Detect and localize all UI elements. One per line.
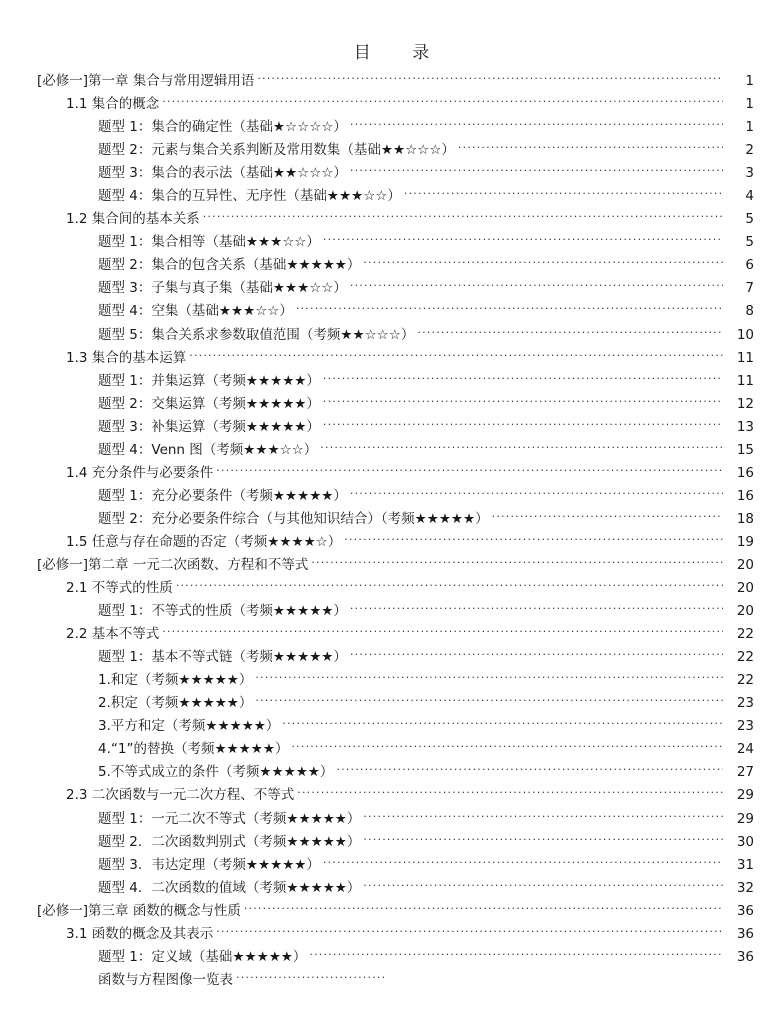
toc-page-number: 20 [736,603,754,620]
dot-leader [350,477,723,500]
toc-page-number: 29 [736,787,754,804]
toc-page-number: 6 [745,257,754,274]
toc-page-number: 1 [745,119,754,136]
toc-entry-text: 题型 3．韦达定理（考频★★★★★） [98,856,320,873]
toc-page-number: 5 [745,211,754,228]
toc-page-number: 11 [736,349,754,366]
toc-page-number: 1 [745,73,754,89]
dot-leader [336,753,723,776]
toc-page-number: 16 [736,464,754,481]
toc-entry-text: 题型 2：交集运算（考频★★★★★） [98,395,320,412]
toc-entry-text: 函数与方程图像一览表 [98,971,233,988]
toc-entry-text: 题型 4：Venn 图（考频★★★☆☆） [98,441,318,458]
dot-leader [350,154,723,177]
toc-page-number: 24 [736,741,754,758]
dot-leader [296,292,723,315]
toc-entry-text: 题型 1：集合的确定性（基础★☆☆☆☆） [98,119,347,136]
toc-entry-text: 2.2 基本不等式 [66,626,160,643]
toc-page-number: 23 [736,718,754,735]
dot-leader [363,823,723,846]
toc-page-number: 31 [736,856,754,873]
toc-page-number: 13 [736,418,754,435]
toc-page-number: 5 [745,234,754,251]
toc-page-number: 20 [736,580,754,597]
dot-leader [309,938,723,961]
toc-entry-text: 3.1 函数的概念及其表示 [66,925,214,942]
dot-leader [162,85,723,108]
toc-page-number: 32 [736,879,754,896]
toc-entry-text: 2.积定（考频★★★★★） [98,695,253,712]
dot-leader [350,592,723,615]
toc-entry-text: 5.不等式成立的条件（考频★★★★★） [98,764,334,781]
toc-page-number: 22 [736,649,754,666]
dot-leader [255,661,723,684]
toc-page-number: 22 [736,626,754,643]
dot-leader [458,131,723,154]
dot-leader [203,200,723,223]
toc-entry-text: 题型 2：充分必要条件综合（与其他知识结合）（考频★★★★★） [98,510,489,527]
toc-page-number: 12 [736,395,754,412]
toc-entry-text: [必修一]第二章 一元二次函数、方程和不等式 [37,556,309,573]
dot-leader [344,523,723,546]
toc-entry-text: 1.3 集合的基本运算 [66,349,187,366]
toc-entry-text: 题型 4．二次函数的值域（考频★★★★★） [98,879,361,896]
toc-title: 目 录 [353,43,448,63]
dot-leader [350,269,723,292]
toc-entry-text: 1.和定（考频★★★★★） [98,672,253,689]
toc-entry-text: 题型 4：集合的互异性、无序性（基础★★★☆☆） [98,188,401,205]
dot-leader [323,385,723,408]
dot-leader [255,684,723,707]
dot-leader [417,316,723,339]
dot-leader [282,707,723,730]
toc-page-number: 1 [745,96,754,113]
toc-entry-text: 1.5 任意与存在命题的否定（考频★★★★☆） [66,533,342,550]
toc-page-number: 36 [736,925,754,942]
dot-leader [323,223,723,246]
toc-entry-text: 题型 4：空集（基础★★★☆☆） [98,303,293,320]
toc-entry-text: 题型 1：充分必要条件（考频★★★★★） [98,487,347,504]
toc-entry-text: 题型 3：子集与真子集（基础★★★☆☆） [98,280,347,297]
dot-leader [323,846,723,869]
toc-page-number: 19 [736,533,754,550]
toc-entry-text: 题型 2．二次函数判别式（考频★★★★★） [98,833,361,850]
toc-page-number: 27 [736,764,754,781]
dot-leader [350,638,723,661]
toc-page-number: 11 [736,372,754,389]
dot-leader [244,892,723,915]
toc-page-number: 4 [745,188,754,205]
toc-entry-text: 题型 1：不等式的性质（考频★★★★★） [98,603,347,620]
dot-leader [492,500,723,523]
toc-entry-text: 1.4 充分条件与必要条件 [66,464,214,481]
toc-page-number: 23 [736,695,754,712]
toc-entry-text: 题型 3：集合的表示法（基础★★☆☆☆） [98,165,347,182]
toc-entry-text: 题型 2：元素与集合关系判断及常用数集（基础★★☆☆☆） [98,142,455,159]
toc-page-number: 8 [745,303,754,320]
toc-entry-text: 题型 3：补集运算（考频★★★★★） [98,418,320,435]
toc-page-number: 36 [736,948,754,965]
toc-entry-text: 1.1 集合的概念 [66,96,160,113]
toc-entry-text: 题型 1：并集运算（考频★★★★★） [98,372,320,389]
toc-chapter-link[interactable] [0,62,783,89]
toc-entry-text: 1.2 集合间的基本关系 [66,211,200,228]
toc-page-number: 10 [736,326,754,343]
dot-leader [363,869,723,892]
toc-entry-text: 2.3 二次函数与一元二次方程、不等式 [66,787,295,804]
table-of-contents [0,62,783,988]
toc-entry-text: 题型 5：集合关系求参数取值范围（考频★★☆☆☆） [98,326,415,343]
toc-entry-text: 题型 1：定义域（基础★★★★★） [98,948,307,965]
toc-entry-text: 2.1 不等式的性质 [66,580,173,597]
toc-entry-text: 题型 1：集合相等（基础★★★☆☆） [98,234,320,251]
toc-page-number: 3 [745,165,754,182]
toc-entry-text: [必修一]第三章 函数的概念与性质 [37,902,241,919]
toc-page-number: 15 [736,441,754,458]
toc-page-number: 16 [736,487,754,504]
dot-leader [350,108,723,131]
dot-leader [404,177,723,200]
toc-page-number: 7 [745,280,754,297]
dot-leader [257,62,723,85]
toc-page-number: 20 [736,556,754,573]
toc-page-number: 30 [736,833,754,850]
dot-leader [311,546,723,569]
toc-page-number: 22 [736,672,754,689]
dot-leader [216,915,723,938]
toc-page-number: 2 [745,142,754,159]
toc-page-number: 29 [736,810,754,827]
dot-leader [162,615,723,638]
dot-leader [176,569,723,592]
dot-leader [323,362,723,385]
dot-leader [363,800,723,823]
dot-leader [291,730,723,753]
dot-leader [320,431,723,454]
toc-page-number: 18 [736,510,754,527]
dot-leader [363,246,723,269]
toc-entry-text: [必修一]第一章 集合与常用逻辑用语 [37,73,255,89]
toc-entry-text: 题型 1：一元二次不等式（考频★★★★★） [98,810,361,827]
dot-leader [297,776,723,799]
dot-leader [323,408,723,431]
dot-leader [236,961,386,984]
toc-entry-text: 题型 2：集合的包含关系（基础★★★★★） [98,257,361,274]
toc-page-number: 36 [736,902,754,919]
toc-entry-text: 3.平方和定（考频★★★★★） [98,718,280,735]
toc-entry-text: 4.“1”的替换（考频★★★★★） [98,741,289,758]
toc-entry-text: 题型 1：基本不等式链（考频★★★★★） [98,649,347,666]
dot-leader [189,339,723,362]
dot-leader [216,454,723,477]
